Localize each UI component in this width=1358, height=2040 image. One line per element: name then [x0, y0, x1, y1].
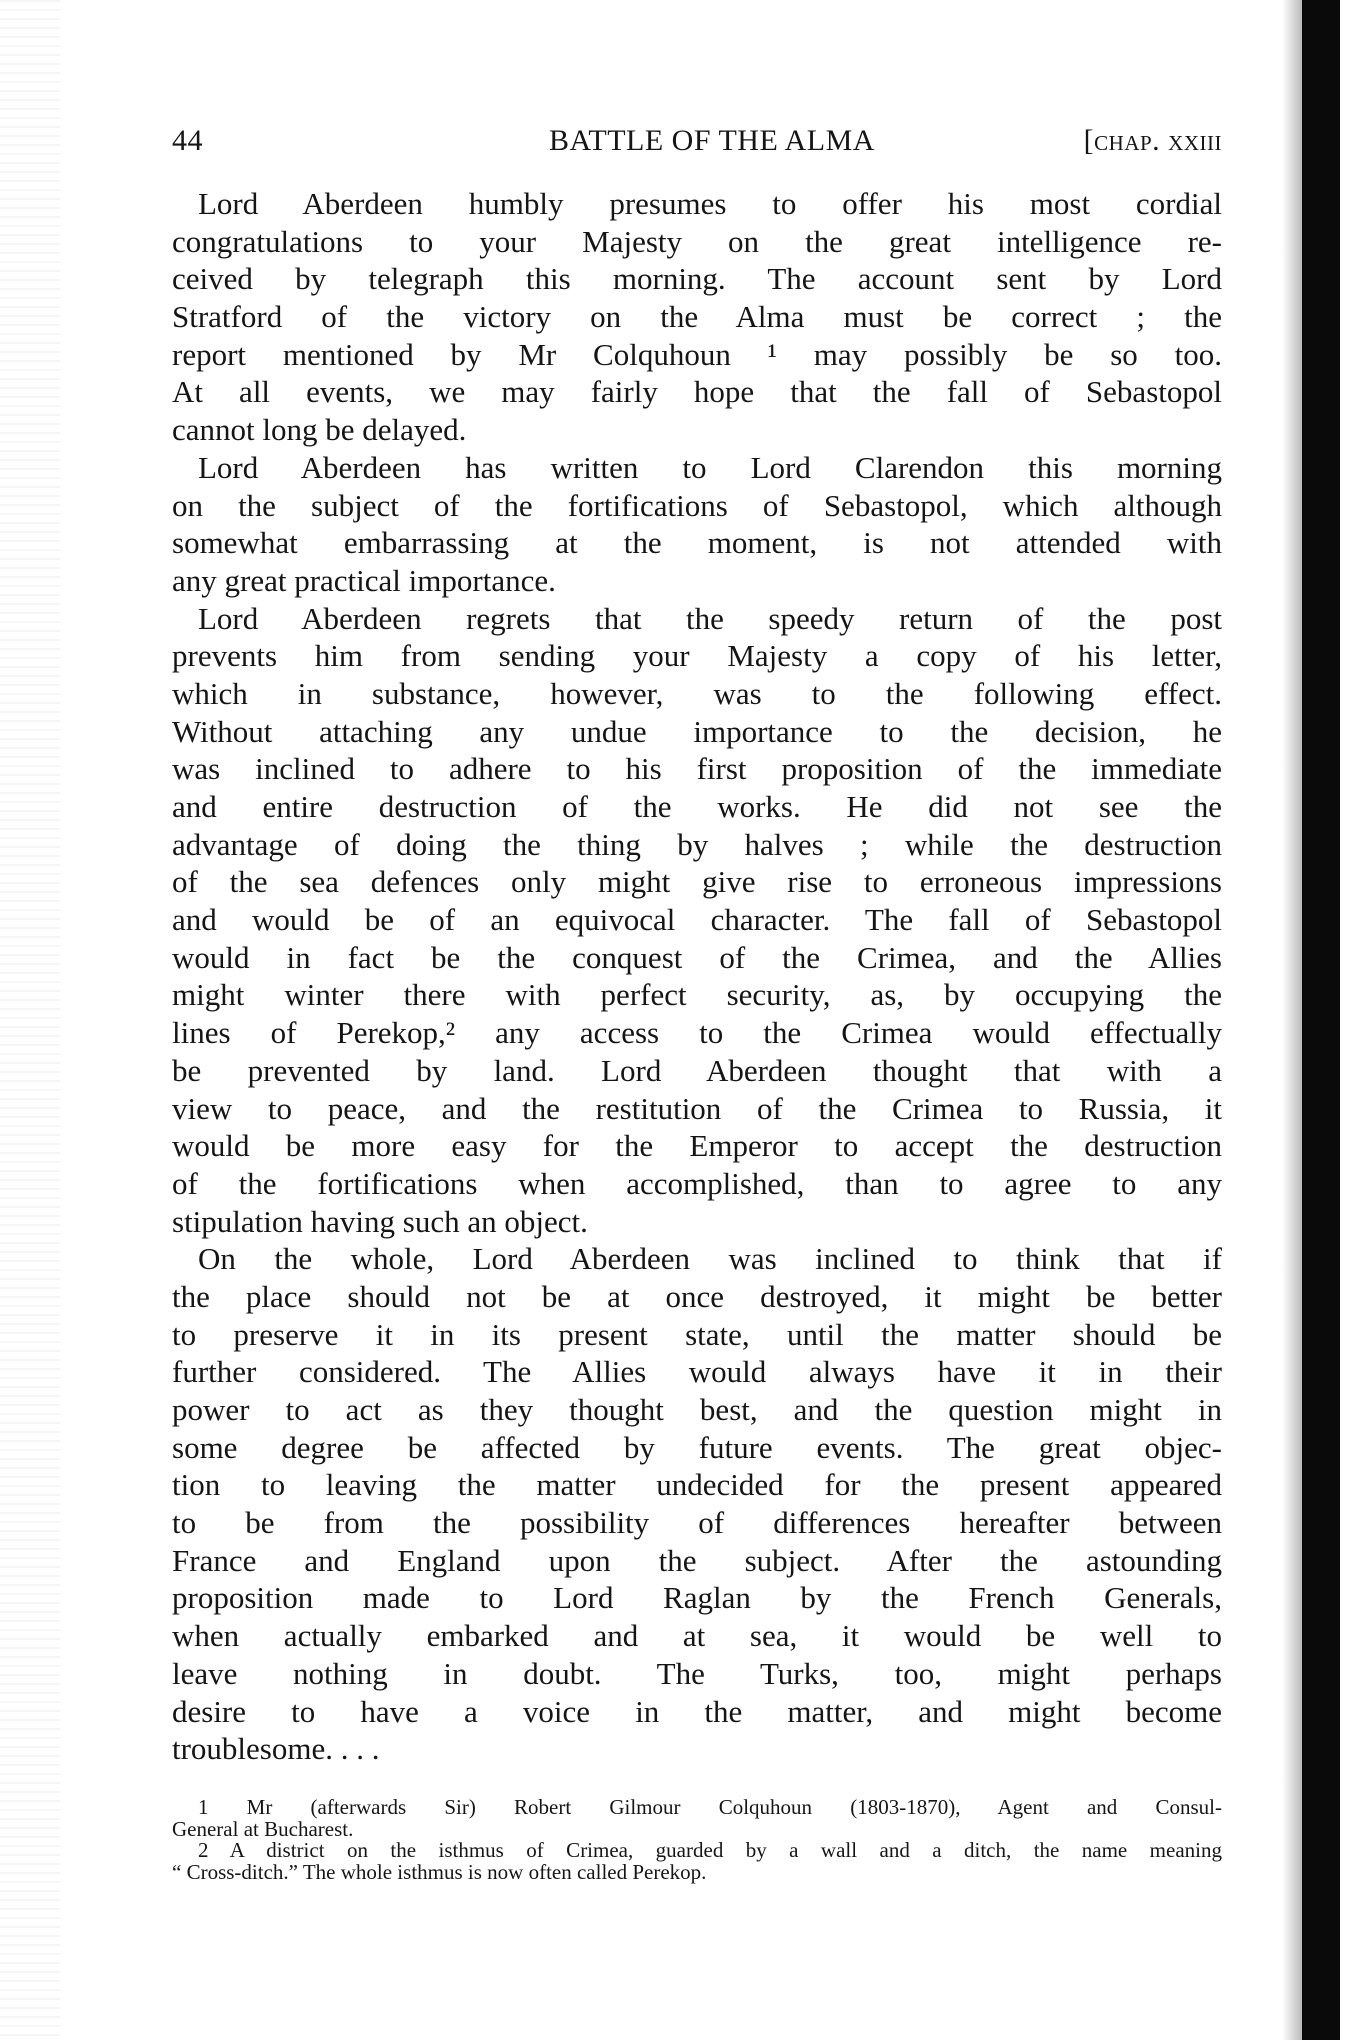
text-line: Lord Aberdeen regrets that the speedy return of the post — [198, 600, 1222, 636]
text-line: might winter there with perfect security, as, by occupying the — [172, 977, 1222, 1013]
scan-edge-speckle — [0, 0, 60, 2040]
text-line: to preserve it in its present state, until the matter should be — [172, 1316, 1222, 1352]
paragraph — [172, 1240, 1222, 1768]
text-line: view to peace, and the restitution of the Crimea to Russia, it — [172, 1090, 1222, 1126]
text-line: somewhat embarrassing at the moment, is not attended with — [172, 525, 1222, 561]
text-line: At all events, we may fairly hope that the fall of Sebastopol — [172, 374, 1222, 410]
text-line: which in substance, however, was to the following effect. — [172, 675, 1222, 711]
text-line: congratulations to your Majesty on the great intelligence re- — [172, 223, 1222, 259]
text-line: prevents him from sending your Majesty a copy of his letter, — [172, 638, 1222, 674]
text-line: on the subject of the fortifications of Sebastopol, which although — [172, 487, 1222, 523]
text-line: Lord Aberdeen has written to Lord Clarendon this morning — [198, 449, 1222, 485]
text-line: 2 A district on the isthmus of Crimea, guarded by a wall and a ditch, the name meaning — [198, 1838, 1222, 1862]
text-line: proposition made to Lord Raglan by the French Generals, — [172, 1580, 1222, 1616]
text-line: 1 Mr (afterwards Sir) Robert Gilmour Colquhoun (1803-1870), Agent and Consul- — [198, 1795, 1222, 1819]
text-line: any great practical importance. — [172, 562, 556, 598]
page-binding-edge — [1302, 0, 1340, 2040]
text-line: further considered. The Allies would always have it in their — [172, 1354, 1222, 1390]
text-line: lines of Perekop,² any access to the Crimea would effectually — [172, 1015, 1222, 1051]
text-line: “ Cross-ditch.” The whole isthmus is now often called Perekop. — [172, 1859, 707, 1884]
footnote — [172, 1797, 1222, 1840]
text-line: desire to have a voice in the matter, and might become — [172, 1693, 1222, 1729]
text-line: power to act as they thought best, and the question might in — [172, 1392, 1222, 1427]
running-title: BATTLE OF THE ALMA — [549, 124, 875, 157]
text-line: and would be of an equivocal character. The fall of Sebastopol — [172, 902, 1222, 938]
chapter-label: [chap. xxiii — [1083, 124, 1222, 157]
footnote — [172, 1840, 1222, 1883]
paragraph — [172, 600, 1222, 1241]
letter-body — [172, 185, 1222, 1768]
text-line: General at Bucharest. — [172, 1816, 354, 1841]
footnotes — [172, 1797, 1222, 1883]
text-line: troublesome. . . . — [172, 1731, 380, 1767]
paragraph — [172, 185, 1222, 449]
text-line: the place should not be at once destroyed, it might be better — [172, 1278, 1222, 1314]
text-line: Without attaching any undue importance to the decision, he — [172, 713, 1222, 749]
page-number: 44 — [172, 124, 203, 157]
page-gutter-shadow — [1282, 0, 1302, 2040]
text-line: leave nothing in doubt. The Turks, too, might perhaps — [172, 1655, 1222, 1691]
text-line: would be more easy for the Emperor to accept the destruction — [172, 1128, 1222, 1164]
text-line: France and England upon the subject. After the astounding — [172, 1542, 1222, 1578]
text-line: cannot long be delayed. — [172, 412, 467, 448]
text-line: and entire destruction of the works. He did not see the — [172, 789, 1222, 824]
text-line: Stratford of the victory on the Alma must be correct ; the — [172, 299, 1222, 335]
text-line: of the sea defences only might give rise to erroneous impressions — [172, 864, 1222, 900]
text-line: advantage of doing the thing by halves ; while the destruction — [172, 826, 1222, 862]
text-line: was inclined to adhere to his first proposition of the immediate — [172, 751, 1222, 787]
page-margin-right — [1340, 0, 1358, 2040]
text-line: Lord Aberdeen humbly presumes to offer his most cordial — [198, 186, 1222, 221]
text-line: ceived by telegraph this morning. The account sent by Lord — [172, 261, 1222, 297]
text-line: On the whole, Lord Aberdeen was inclined to think that if — [198, 1241, 1222, 1277]
text-line: stipulation having such an object. — [172, 1203, 588, 1239]
running-header — [172, 124, 1222, 164]
text-line: tion to leaving the matter undecided for the present appeared — [172, 1467, 1222, 1503]
text-line: of the fortifications when accomplished, than to agree to any — [172, 1165, 1222, 1201]
paragraph — [172, 449, 1222, 600]
text-line: be prevented by land. Lord Aberdeen thought that with a — [172, 1052, 1222, 1088]
text-line: report mentioned by Mr Colquhoun ¹ may possibly be so too. — [172, 336, 1222, 372]
text-line: to be from the possibility of differences hereafter between — [172, 1505, 1222, 1541]
text-line: some degree be affected by future events. The great objec- — [172, 1429, 1222, 1465]
text-line: when actually embarked and at sea, it would be well to — [172, 1618, 1222, 1654]
text-line: would in fact be the conquest of the Crimea, and the Allies — [172, 939, 1222, 975]
